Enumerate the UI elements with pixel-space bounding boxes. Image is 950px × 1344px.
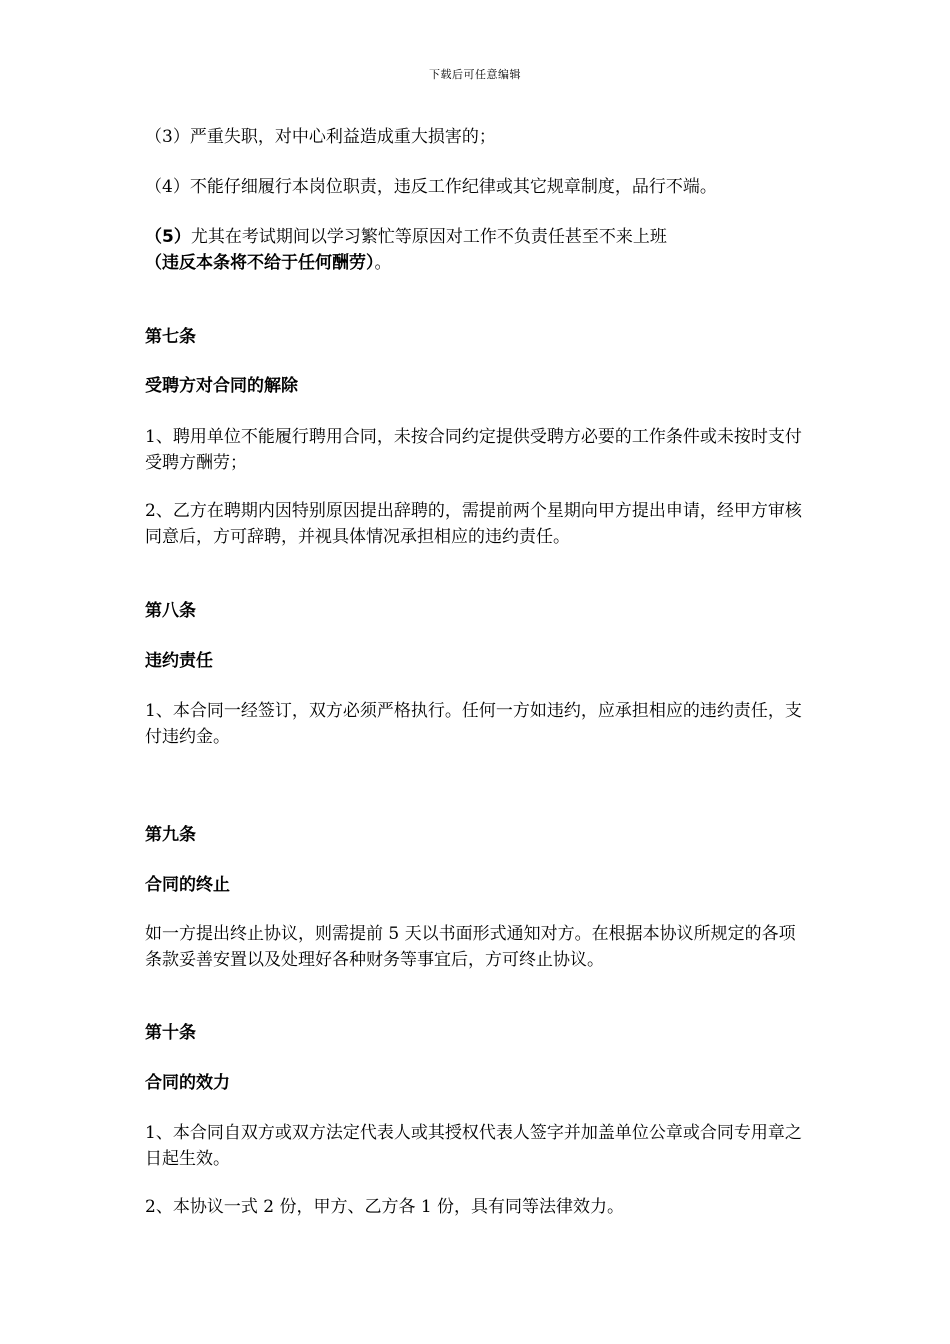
article-7-paragraph-1: 1、聘用单位不能履行聘用合同，未按合同约定提供受聘方必要的工作条件或未按时支付受聘方酬劳；: [145, 427, 802, 473]
article-8-number: 第八条: [145, 601, 196, 621]
article-7-title: 受聘方对合同的解除: [145, 376, 298, 396]
article-9-paragraph-1: 如一方提出终止协议，则需提前 5 天以书面形式通知对方。在根据本协议所规定的各项条款妥善安置以及处理好各种财务等事宜后，方可终止协议。: [145, 924, 796, 970]
clause-item-5-number: （5）: [145, 227, 191, 247]
article-10-title: 合同的效力: [145, 1073, 230, 1093]
article-10-paragraph-2: 2、本协议一式 2 份，甲方、乙方各 1 份，具有同等法律效力。: [145, 1197, 625, 1217]
article-10-paragraph-1: 1、本合同自双方或双方法定代表人或其授权代表人签字并加盖单位公章或合同专用章之日起生效。: [145, 1123, 802, 1169]
clause-item-5-end: 。: [374, 253, 392, 273]
clause-item-4: （4）不能仔细履行本岗位职责，违反工作纪律或其它规章制度，品行不端。: [145, 177, 717, 197]
article-10-number: 第十条: [145, 1023, 196, 1043]
article-7-number: 第七条: [145, 327, 196, 347]
article-9-title: 合同的终止: [145, 875, 230, 895]
page-header-note: 下载后可任意编辑: [429, 68, 521, 81]
clause-item-5-text: 尤其在考试期间以学习繁忙等原因对工作不负责任甚至不来上班: [190, 227, 667, 247]
clause-item-5: [145, 224, 810, 276]
clause-item-3: （3）严重失职，对中心利益造成重大损害的；: [145, 127, 496, 147]
article-7-paragraph-2: 2、乙方在聘期内因特别原因提出辞聘的，需提前两个星期向甲方提出申请，经甲方审核同意后，方可辞聘，并视具体情况承担相应的违约责任。: [145, 501, 802, 547]
clause-item-5-penalty: （违反本条将不给于任何酬劳）: [145, 253, 375, 273]
article-9-number: 第九条: [145, 825, 196, 845]
article-8-title: 违约责任: [145, 651, 213, 671]
article-8-paragraph-1: 1、本合同一经签订，双方必须严格执行。任何一方如违约，应承担相应的违约责任，支付违约金。: [145, 701, 802, 747]
